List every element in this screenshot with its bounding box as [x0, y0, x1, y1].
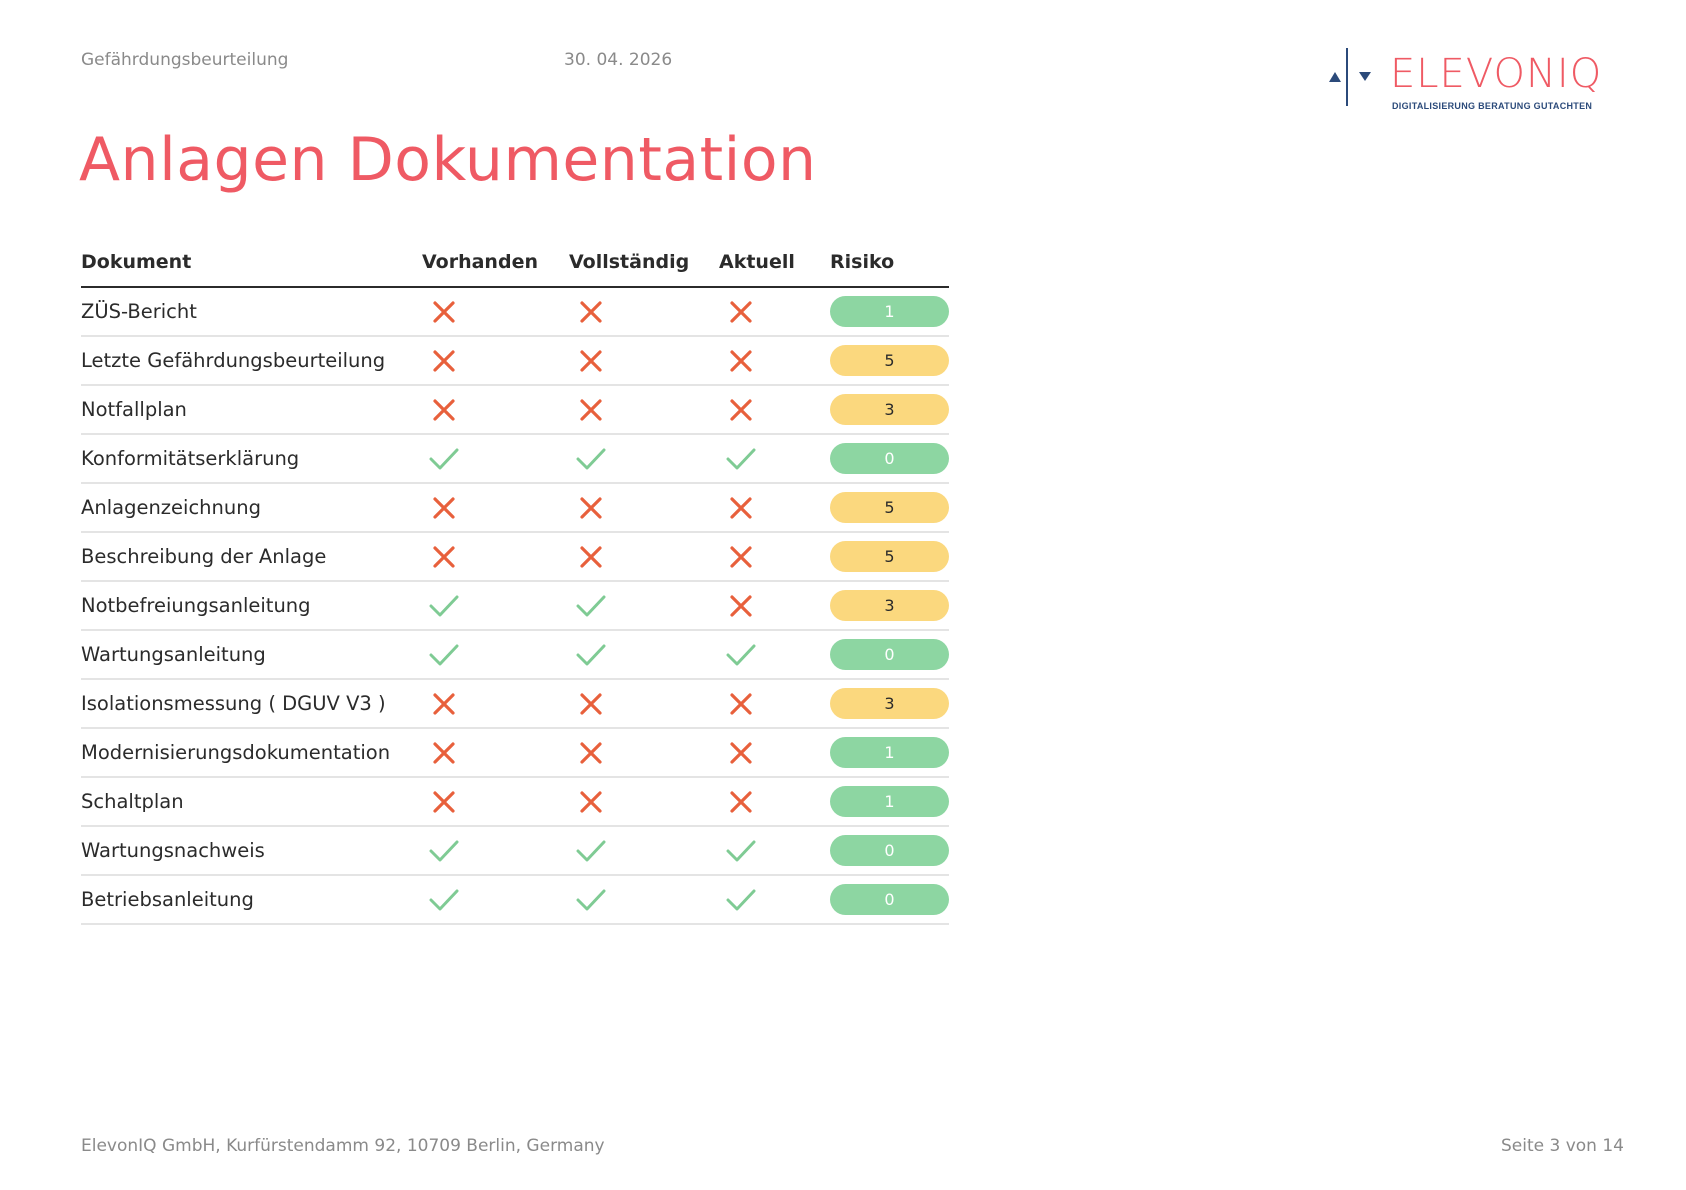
risk-badge: 3	[830, 688, 949, 719]
status-cell-vorhanden	[422, 434, 569, 483]
check-icon	[576, 885, 606, 915]
logo-arrows-icon	[1326, 48, 1386, 114]
status-cell-aktuell	[719, 434, 830, 483]
risk-cell	[830, 434, 949, 483]
status-cell-vollstaendig	[569, 630, 719, 679]
table-row	[81, 287, 949, 336]
table-row	[81, 581, 949, 630]
table-row	[81, 532, 949, 581]
check-icon	[726, 836, 756, 866]
logo-wordmark: ELEVONIQ	[1390, 51, 1603, 97]
cross-icon	[429, 542, 459, 572]
cross-icon	[726, 346, 756, 376]
cross-icon	[726, 689, 756, 719]
table-row	[81, 385, 949, 434]
risk-badge: 5	[830, 492, 949, 523]
table-row	[81, 336, 949, 385]
cross-icon	[429, 493, 459, 523]
status-cell-aktuell	[719, 483, 830, 532]
status-cell-aktuell	[719, 630, 830, 679]
status-cell-vollstaendig	[569, 483, 719, 532]
document-name: Isolationsmessung ( DGUV V3 )	[81, 679, 422, 728]
status-cell-vollstaendig	[569, 287, 719, 336]
risk-badge: 3	[830, 394, 949, 425]
risk-cell	[830, 287, 949, 336]
logo-tagline: DIGITALISIERUNG BERATUNG GUTACHTEN	[1392, 101, 1593, 111]
status-cell-vollstaendig	[569, 777, 719, 826]
document-name: Schaltplan	[81, 777, 422, 826]
risk-badge: 5	[830, 345, 949, 376]
document-name: ZÜS-Bericht	[81, 287, 422, 336]
cross-icon	[576, 346, 606, 376]
risk-badge: 1	[830, 737, 949, 768]
status-cell-vorhanden	[422, 336, 569, 385]
cross-icon	[576, 493, 606, 523]
status-cell-aktuell	[719, 336, 830, 385]
document-name: Wartungsnachweis	[81, 826, 422, 875]
table-row	[81, 679, 949, 728]
risk-cell	[830, 826, 949, 875]
risk-badge: 3	[830, 590, 949, 621]
status-cell-aktuell	[719, 581, 830, 630]
cross-icon	[726, 297, 756, 327]
status-cell-aktuell	[719, 287, 830, 336]
table-row	[81, 728, 949, 777]
cross-icon	[726, 542, 756, 572]
risk-cell	[830, 728, 949, 777]
column-header-vorhanden: Vorhanden	[422, 240, 569, 287]
check-icon	[576, 836, 606, 866]
column-header-vollstaendig: Vollständig	[569, 240, 719, 287]
status-cell-vollstaendig	[569, 532, 719, 581]
document-name: Konformitätserklärung	[81, 434, 422, 483]
risk-cell	[830, 679, 949, 728]
table-row	[81, 434, 949, 483]
status-cell-vollstaendig	[569, 679, 719, 728]
header-date: 30. 04. 2026	[564, 50, 673, 70]
risk-badge: 5	[830, 541, 949, 572]
check-icon	[726, 885, 756, 915]
risk-cell	[830, 532, 949, 581]
table-row	[81, 777, 949, 826]
column-header-risiko: Risiko	[830, 240, 949, 287]
cross-icon	[576, 297, 606, 327]
risk-badge: 0	[830, 884, 949, 915]
page-title: Anlagen Dokumentation	[79, 125, 817, 195]
document-name: Anlagenzeichnung	[81, 483, 422, 532]
check-icon	[726, 444, 756, 474]
status-cell-aktuell	[719, 532, 830, 581]
status-cell-aktuell	[719, 728, 830, 777]
cross-icon	[429, 689, 459, 719]
risk-cell	[830, 630, 949, 679]
check-icon	[576, 444, 606, 474]
cross-icon	[429, 395, 459, 425]
column-header-aktuell: Aktuell	[719, 240, 830, 287]
status-cell-vorhanden	[422, 581, 569, 630]
document-name: Modernisierungsdokumentation	[81, 728, 422, 777]
cross-icon	[429, 738, 459, 768]
table-header-row	[81, 240, 949, 287]
cross-icon	[726, 395, 756, 425]
status-cell-vorhanden	[422, 679, 569, 728]
cross-icon	[726, 787, 756, 817]
status-cell-vollstaendig	[569, 336, 719, 385]
check-icon	[726, 640, 756, 670]
status-cell-vorhanden	[422, 287, 569, 336]
cross-icon	[429, 297, 459, 327]
cross-icon	[726, 738, 756, 768]
status-cell-vollstaendig	[569, 385, 719, 434]
footer-address: ElevonIQ GmbH, Kurfürstendamm 92, 10709 Berlin, Germany	[81, 1136, 605, 1156]
status-cell-vorhanden	[422, 728, 569, 777]
status-cell-vollstaendig	[569, 434, 719, 483]
table-row	[81, 630, 949, 679]
company-logo	[1326, 48, 1616, 114]
status-cell-aktuell	[719, 826, 830, 875]
check-icon	[576, 591, 606, 621]
risk-cell	[830, 581, 949, 630]
status-cell-aktuell	[719, 679, 830, 728]
document-name: Notfallplan	[81, 385, 422, 434]
risk-badge: 1	[830, 296, 949, 327]
document-name: Betriebsanleitung	[81, 875, 422, 924]
risk-badge: 0	[830, 443, 949, 474]
document-name: Letzte Gefährdungsbeurteilung	[81, 336, 422, 385]
column-header-dokument: Dokument	[81, 240, 422, 287]
page-number: Seite 3 von 14	[1501, 1136, 1624, 1156]
status-cell-vollstaendig	[569, 728, 719, 777]
check-icon	[429, 836, 459, 866]
risk-badge: 0	[830, 835, 949, 866]
header-document-type: Gefährdungsbeurteilung	[81, 50, 289, 70]
document-name: Beschreibung der Anlage	[81, 532, 422, 581]
status-cell-vollstaendig	[569, 826, 719, 875]
status-cell-aktuell	[719, 875, 830, 924]
status-cell-vollstaendig	[569, 875, 719, 924]
document-name: Wartungsanleitung	[81, 630, 422, 679]
check-icon	[576, 640, 606, 670]
cross-icon	[576, 395, 606, 425]
check-icon	[429, 591, 459, 621]
status-cell-vorhanden	[422, 385, 569, 434]
table-body	[81, 287, 949, 924]
cross-icon	[429, 787, 459, 817]
check-icon	[429, 444, 459, 474]
table-row	[81, 875, 949, 924]
table-row	[81, 826, 949, 875]
risk-cell	[830, 385, 949, 434]
cross-icon	[576, 787, 606, 817]
status-cell-vorhanden	[422, 777, 569, 826]
status-cell-vorhanden	[422, 630, 569, 679]
documentation-table	[81, 240, 949, 925]
cross-icon	[726, 493, 756, 523]
risk-badge: 1	[830, 786, 949, 817]
status-cell-vollstaendig	[569, 581, 719, 630]
status-cell-aktuell	[719, 777, 830, 826]
status-cell-aktuell	[719, 385, 830, 434]
risk-cell	[830, 777, 949, 826]
check-icon	[429, 640, 459, 670]
cross-icon	[576, 542, 606, 572]
status-cell-vorhanden	[422, 826, 569, 875]
status-cell-vorhanden	[422, 483, 569, 532]
risk-cell	[830, 336, 949, 385]
cross-icon	[429, 346, 459, 376]
cross-icon	[726, 591, 756, 621]
risk-cell	[830, 875, 949, 924]
risk-cell	[830, 483, 949, 532]
check-icon	[429, 885, 459, 915]
table-row	[81, 483, 949, 532]
status-cell-vorhanden	[422, 532, 569, 581]
document-name: Notbefreiungsanleitung	[81, 581, 422, 630]
risk-badge: 0	[830, 639, 949, 670]
cross-icon	[576, 689, 606, 719]
status-cell-vorhanden	[422, 875, 569, 924]
cross-icon	[576, 738, 606, 768]
